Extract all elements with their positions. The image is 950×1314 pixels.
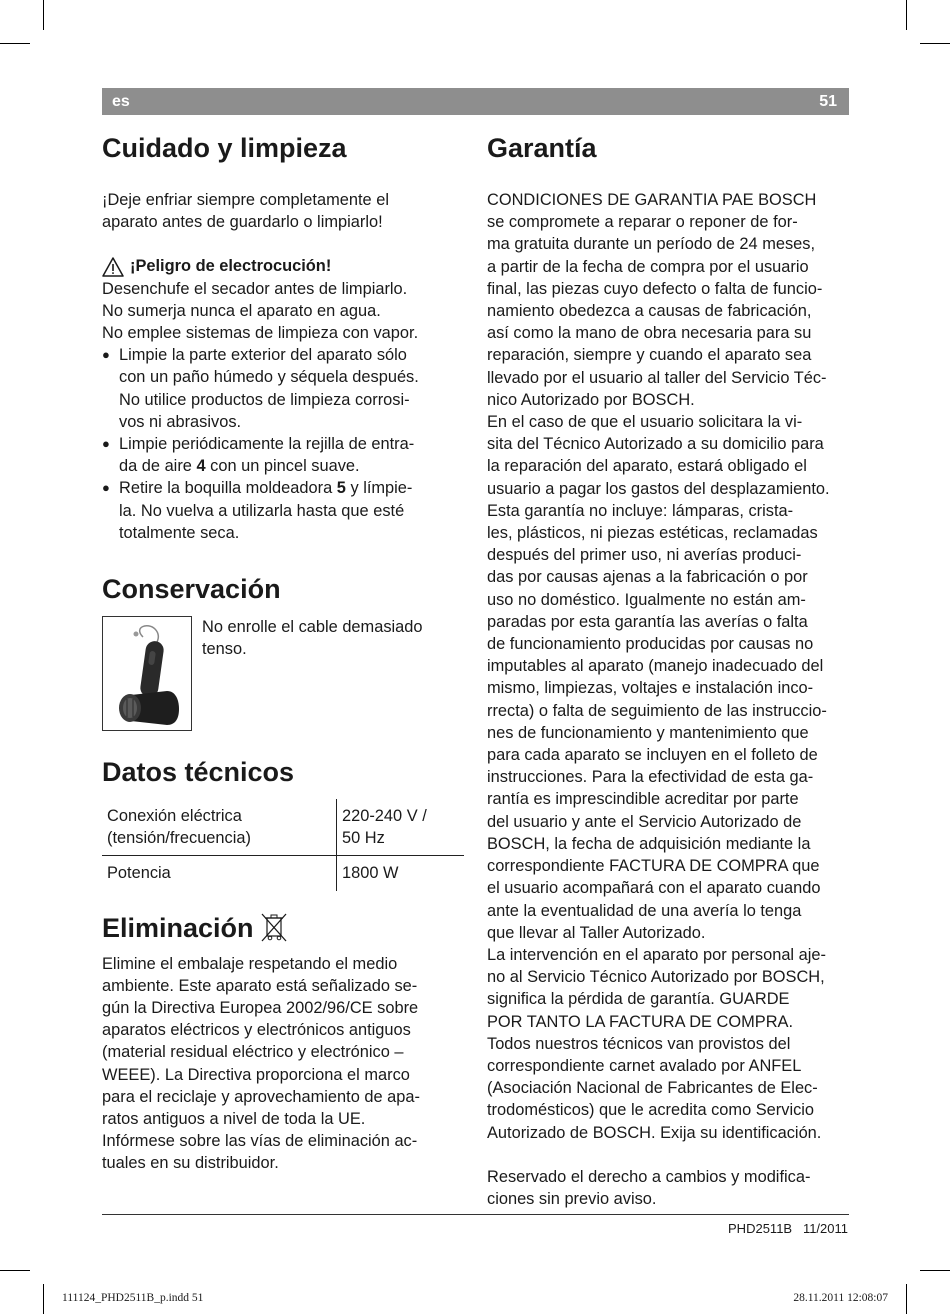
care-intro-line: aparato antes de guardarlo o limpiarlo! [102, 213, 383, 232]
crop-mark [906, 1284, 907, 1314]
warranty-line: ante la eventualidad de una avería lo tenga [487, 901, 802, 920]
footer-info [728, 1221, 848, 1236]
disposal-line: ambiente. Este aparato está señalizado se- [102, 976, 418, 995]
storage-block [102, 616, 464, 731]
spec-label [102, 856, 337, 891]
print-slug-file: 111124_PHD2511B_p.indd 51 [62, 1292, 204, 1304]
disposal-line: (material residual eléctrico y electrónico – [102, 1043, 404, 1062]
spec-label-line: Conexión eléctrica [107, 807, 242, 826]
table-row [102, 856, 464, 891]
warranty-line: CONDICIONES DE GARANTIA PAE BOSCH [487, 191, 817, 209]
bullet-text: con un pincel suave. [205, 457, 360, 476]
bullet-line: la. No vuelva a utilizarla hasta que esté [119, 501, 405, 520]
disposal-line: Elimine el embalaje respetando el medio [102, 954, 398, 973]
language-code: es [112, 93, 130, 110]
warranty-line: de funcionamiento producidas por causas no [487, 635, 814, 654]
left-column [102, 125, 464, 1175]
spec-label [102, 799, 337, 856]
edition-date: 11/2011 [802, 1221, 848, 1236]
storage-text [202, 616, 423, 731]
specs-heading: Datos técnicos [102, 757, 295, 788]
care-heading: Cuidado y limpieza [102, 133, 347, 163]
warranty-line: En el caso de que el usuario solicitara la vi- [487, 413, 803, 432]
warranty-line: sita del Técnico Autorizado a su domicilio para [487, 435, 824, 454]
warranty-line: ma gratuita durante un período de 24 meses, [487, 235, 816, 254]
bullet-line: totalmente seca. [119, 523, 240, 542]
disposal-text [102, 953, 464, 1175]
bullet-line: No utilice productos de limpieza corrosi- [119, 390, 410, 409]
warning-line: Desenchufe el secador antes de limpiarlo. [102, 279, 408, 298]
warranty-body [487, 189, 849, 1144]
warranty-line: Autorizado de BOSCH. Exija su identificación. [487, 1123, 822, 1142]
bullet-line: con un paño húmedo y séquela después. [119, 368, 419, 387]
crop-mark [0, 43, 30, 44]
part-number: 4 [196, 457, 206, 476]
care-intro-line: ¡Deje enfriar siempre completamente el [102, 191, 389, 209]
disposal-line: aparatos eléctricos y electrónicos antiguos [102, 1021, 411, 1040]
warranty-line: paradas por esta garantía las averías o falta [487, 612, 808, 631]
warranty-line: se compromete a reparar o reponer de for- [487, 213, 798, 232]
spec-label-line: Potencia [107, 864, 171, 883]
hair-dryer-storage-image [102, 616, 192, 731]
crop-mark [906, 0, 907, 30]
list-item [102, 344, 464, 433]
disposal-line: tuales en su distribuidor. [102, 1154, 279, 1173]
crop-mark [0, 1270, 30, 1271]
bullet-line: vos ni abrasivos. [119, 412, 242, 431]
crossed-bin-icon [260, 911, 288, 945]
warning-heading [102, 255, 464, 277]
page-header-bar [102, 88, 849, 115]
warranty-line: BOSCH, la fecha de adquisición mediante la [487, 834, 811, 853]
warranty-line: les, plásticos, ni piezas estéticas, reclamadas [487, 524, 818, 543]
warranty-line: para cada aparato se incluyen en el folleto de [487, 746, 818, 765]
crop-mark [920, 1270, 950, 1271]
disposal-line: ratos antiguos a nivel de toda la UE. [102, 1110, 366, 1129]
spec-value-line: 220-240 V / [342, 807, 427, 826]
spec-value [337, 856, 465, 891]
bullet-text: Retire la boquilla moldeadora [119, 479, 337, 498]
storage-line: tenso. [202, 640, 247, 659]
warranty-line: del usuario y ante el Servicio Autorizado de [487, 812, 802, 831]
care-bullet-list [102, 344, 464, 544]
warranty-line: Todos nuestros técnicos van provistos del [487, 1034, 791, 1053]
print-slug-timestamp: 28.11.2011 12:08:07 [793, 1292, 888, 1304]
closing-line: ciones sin previo aviso. [487, 1189, 657, 1208]
part-number: 5 [336, 479, 346, 498]
warranty-line: La intervención en el aparato por personal aje- [487, 945, 826, 964]
disposal-line: gún la Directiva Europea 2002/96/CE sobre [102, 999, 419, 1018]
bullet-text: da de aire [119, 457, 197, 476]
warranty-line: la reparación del aparato, estará obligado el [487, 457, 807, 476]
spec-label-line: (tensión/frecuencia) [107, 829, 251, 848]
warranty-line: así como la mano de obra necesaria para su [487, 324, 812, 343]
table-row [102, 799, 464, 856]
warning-title: ¡Peligro de electrocución! [130, 257, 332, 276]
warranty-line: mismo, limpiezas, voltajes e instalación inco- [487, 679, 814, 698]
warranty-line: uso no doméstico. Igualmente no están am- [487, 590, 806, 609]
spec-value-line: 1800 W [342, 864, 399, 883]
warning-triangle-icon [102, 257, 124, 277]
warranty-line: usuario a pagar los gastos del desplazamiento. [487, 479, 830, 498]
disposal-line: WEEE). La Directiva proporciona el marco [102, 1065, 410, 1084]
disposal-heading-row [102, 905, 464, 951]
warranty-line: imputables al aparato (manejo inadecuado del [487, 657, 824, 676]
storage-line: No enrolle el cable demasiado [202, 618, 423, 637]
warranty-line: correspondiente FACTURA DE COMPRA que [487, 857, 820, 876]
specs-table [102, 799, 464, 891]
warning-line: No sumerja nunca el aparato en agua. [102, 301, 381, 320]
bullet-line [119, 455, 464, 477]
warranty-line: instrucciones. Para la efectividad de esta ga- [487, 768, 814, 787]
warranty-line: no al Servicio Técnico Autorizado por BOSCH, [487, 968, 825, 987]
bullet-line [119, 477, 464, 499]
page-number: 51 [819, 93, 837, 110]
warranty-line: que llevar al Taller Autorizado. [487, 923, 706, 942]
spec-value-line: 50 Hz [342, 829, 385, 848]
warranty-heading: Garantía [487, 133, 597, 163]
warranty-line: rrecta) o falta de seguimiento de las instruccio- [487, 701, 827, 720]
warranty-line: significa la pérdida de garantía. GUARDE [487, 990, 790, 1009]
list-item [102, 433, 464, 477]
list-item [102, 477, 464, 544]
warranty-line: el usuario acompañará con el aparato cuando [487, 879, 821, 898]
crop-mark [43, 1284, 44, 1314]
warranty-line: Esta garantía no incluye: lámparas, crista- [487, 501, 794, 520]
disposal-line: para el reciclaje y aprovechamiento de apa- [102, 1087, 420, 1106]
bullet-line: ● Limpie periódicamente la rejilla de entra- [119, 435, 415, 454]
crop-mark [920, 43, 950, 44]
warranty-line: das por causas ajenas a la fabricación o por [487, 568, 808, 587]
warranty-line: (Asociación Nacional de Fabricantes de Elec- [487, 1079, 818, 1098]
warranty-line: trodomésticos) que le acredita como Servicio [487, 1101, 815, 1120]
spec-value [337, 799, 465, 856]
crop-mark [43, 0, 44, 30]
model-number: PHD2511B [728, 1221, 793, 1236]
warranty-line: correspondiente carnet avalado por ANFEL [487, 1056, 802, 1075]
closing-line: Reservado el derecho a cambios y modifica- [487, 1167, 811, 1186]
storage-heading: Conservación [102, 574, 281, 605]
warranty-line: llevado por el usuario al taller del Servicio Téc- [487, 368, 827, 387]
footer-divider [102, 1214, 849, 1215]
hair-dryer-icon [103, 617, 191, 730]
warranty-line: rantía es imprescindible acreditar por parte [487, 790, 799, 809]
warranty-line: después del primer uso, ni averías produci- [487, 546, 802, 565]
warranty-line: namiento obedezca a causas de fabricación, [487, 302, 812, 321]
warning-line: No emplee sistemas de limpieza con vapor. [102, 324, 419, 343]
warranty-line: nico Autorizado por BOSCH. [487, 390, 695, 409]
warranty-line: reparación, siempre y cuando el aparato sea [487, 346, 812, 365]
warranty-line: POR TANTO LA FACTURA DE COMPRA. [487, 1012, 794, 1031]
disposal-heading: Eliminación [102, 912, 254, 943]
warranty-line: nes de funcionamiento y mantenimiento que [487, 723, 809, 742]
right-column [487, 125, 849, 1210]
disposal-line: Infórmese sobre las vías de eliminación ac- [102, 1132, 418, 1151]
warranty-line: a partir de la fecha de compra por el usuario [487, 257, 809, 276]
bullet-text: y límpie- [345, 479, 413, 498]
bullet-line: ● Limpie la parte exterior del aparato sólo [119, 346, 407, 365]
warranty-line: final, las piezas cuyo defecto o falta de funcio- [487, 279, 823, 298]
